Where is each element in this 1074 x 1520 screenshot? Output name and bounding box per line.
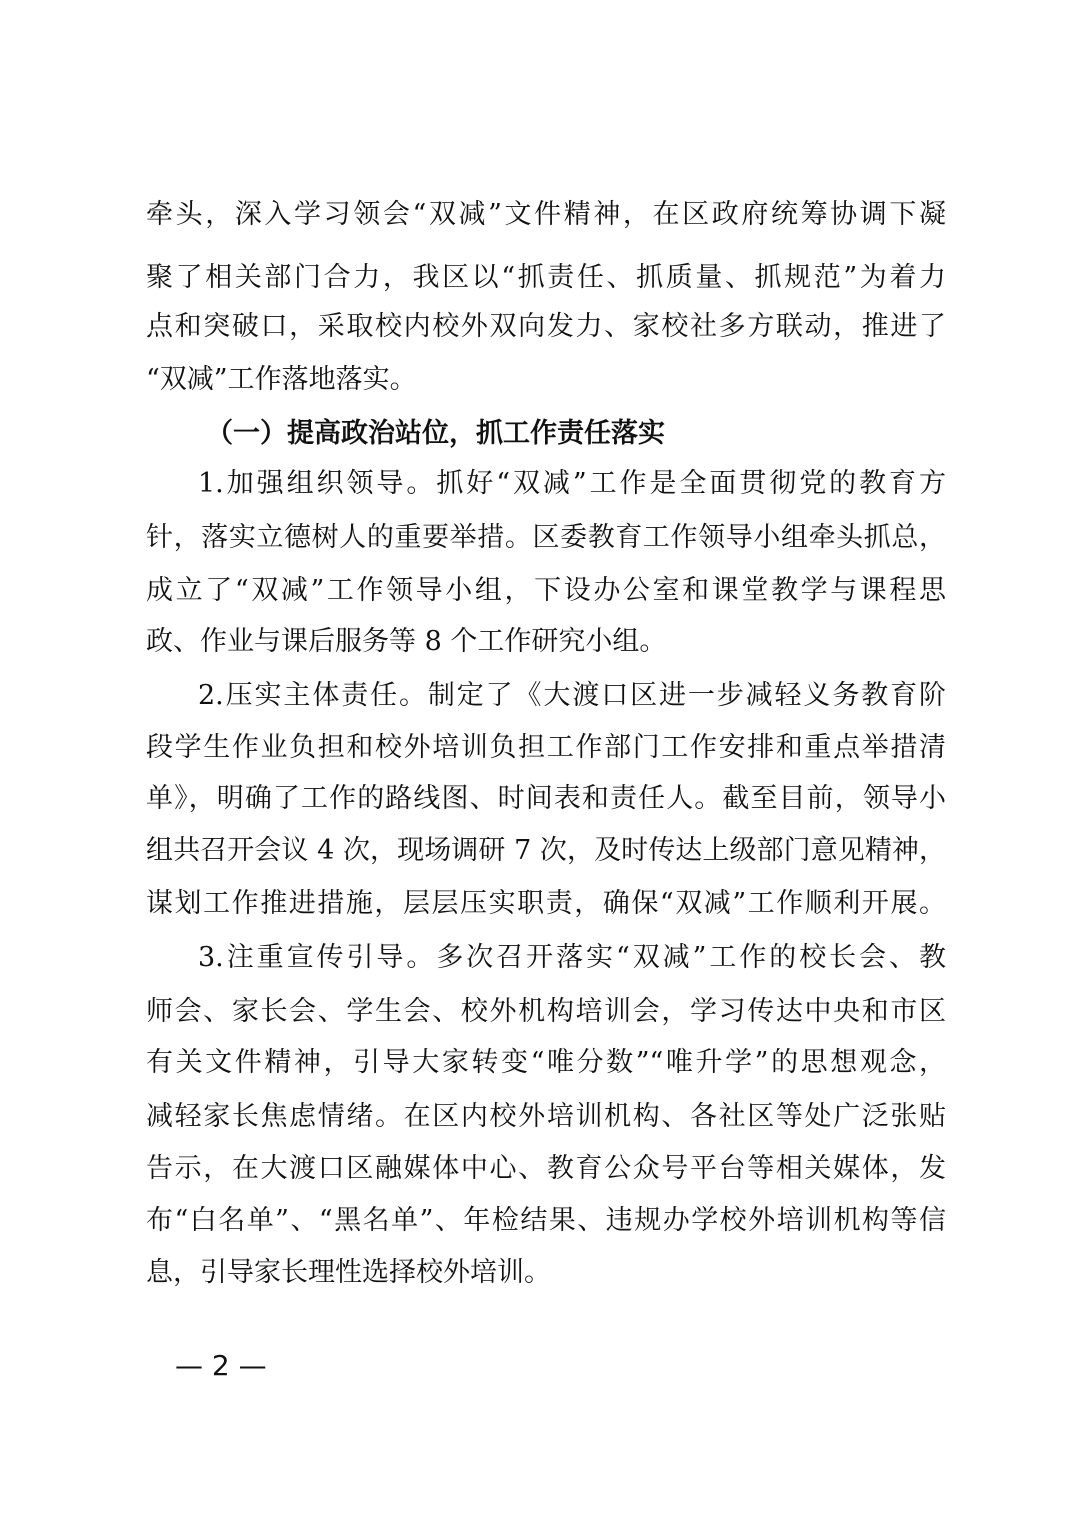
page-number: — 2 —	[175, 1349, 267, 1382]
paragraph-1-first-line: 1.加强组织领导。抓好“双减”工作是全面贯彻党的教育方	[198, 468, 946, 499]
body-text-line: 师会、家长会、学生会、校外机构培训会，学习传达中央和市区	[146, 996, 946, 1027]
paragraph-2-first-line: 2.压实主体责任。制定了《大渡口区进一步减轻义务教育阶	[198, 680, 946, 711]
body-text-line: 有关文件精神，引导大家转变“唯分数”“唯升学”的思想观念，	[146, 1047, 946, 1078]
body-text-line: 针，落实立德树人的重要举措。区委教育工作领导小组牵头抓总，	[146, 522, 946, 553]
body-text-line: 告示，在大渡口区融媒体中心、教育公众号平台等相关媒体，发	[146, 1153, 946, 1184]
body-text-line: 点和突破口，采取校内校外双向发力、家校社多方联动，推进了	[146, 311, 946, 342]
section-heading: （一）提高政治站位，抓工作责任落实	[206, 418, 665, 449]
body-text-line: 成立了“双减”工作领导小组，下设办公室和课堂教学与课程思	[146, 575, 946, 606]
body-text-line: 聚了相关部门合力，我区以“抓责任、抓质量、抓规范”为着力	[146, 262, 946, 293]
body-text-line: 减轻家长焦虑情绪。在区内校外培训机构、各社区等处广泛张贴	[146, 1101, 946, 1132]
body-text-line: 段学生作业负担和校外培训负担工作部门工作安排和重点举措清	[146, 732, 946, 763]
body-text-line: 谋划工作推进措施，层层压实职责，确保“双减”工作顺利开展。	[146, 888, 946, 919]
paragraph-3-first-line: 3.注重宣传引导。多次召开落实“双减”工作的校长会、教	[198, 942, 946, 973]
body-text-line: “双减”工作落地落实。	[146, 364, 417, 395]
body-text-line: 牵头，深入学习领会“双减”文件精神，在区政府统筹协调下凝	[146, 199, 946, 230]
body-text-line: 组共召开会议 4 次，现场调研 7 次，及时传达上级部门意见精神，	[146, 835, 946, 866]
body-text-line: 息，引导家长理性选择校外培训。	[146, 1257, 551, 1288]
body-text-line: 政、作业与课后服务等 8 个工作研究小组。	[146, 626, 667, 657]
body-text-line: 布“白名单”、“黑名单”、年检结果、违规办学校外培训机构等信	[146, 1205, 946, 1236]
body-text-line: 单》，明确了工作的路线图、时间表和责任人。截至目前，领导小	[146, 783, 946, 814]
